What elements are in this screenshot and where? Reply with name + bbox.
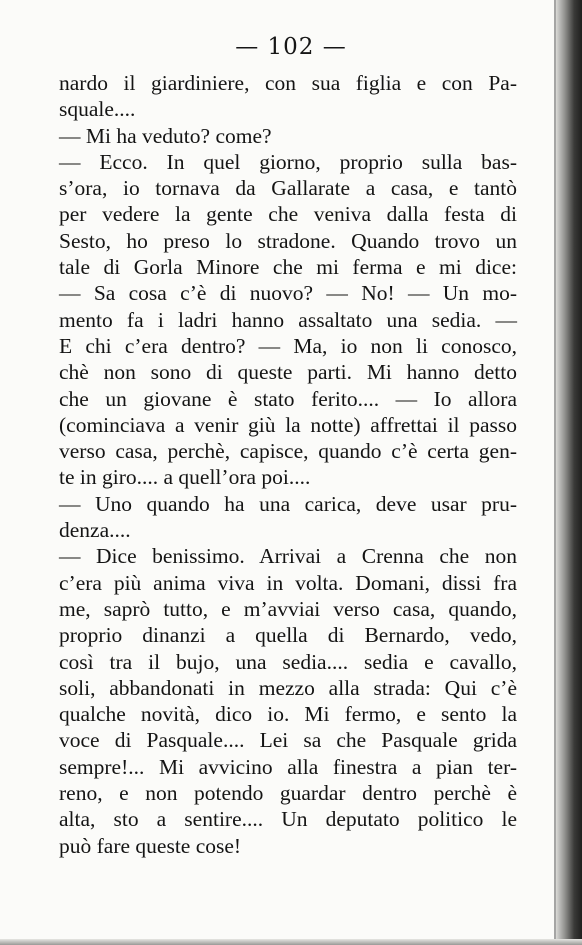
text-line: alta, sto a sentire.... Un deputato politico le xyxy=(59,807,517,832)
body-text xyxy=(59,70,517,859)
text-line: tale di Gorla Minore che mi ferma e mi dice: xyxy=(59,255,517,280)
text-line: per vedere la gente che veniva dalla festa di xyxy=(59,202,517,227)
text-line: qualche novità, dico io. Mi fermo, e sento la xyxy=(59,702,517,727)
text-line: te in giro.... a quell’ora poi.... xyxy=(59,465,311,490)
text-line: (cominciava a venir giù la notte) affrettai il passo xyxy=(59,412,517,437)
text-line: verso casa, perchè, capisce, quando c’è certa gen- xyxy=(59,439,517,464)
text-line: Sesto, ho preso lo stradone. Quando trovo un xyxy=(59,228,517,253)
text-line: voce di Pasquale.... Lei sa che Pasquale grida xyxy=(59,728,517,753)
text-line: me, saprò tutto, e m’avviai verso casa, quando, xyxy=(59,596,517,621)
text-line: soli, abbandonati in mezzo alla strada: Qui c’è xyxy=(59,675,517,700)
text-line: sempre!... Mi avvicino alla finestra a pian ter- xyxy=(59,754,517,779)
text-line: nardo il giardiniere, con sua figlia e con Pa- xyxy=(59,71,517,95)
text-line: così tra il bujo, una sedia.... sedia e cavallo, xyxy=(59,649,517,674)
page-bottom-edge xyxy=(0,939,582,945)
text-line: E chi c’era dentro? — Ma, io non li conosco, xyxy=(59,333,517,358)
text-line: s’ora, io tornava da Gallarate a casa, e tantò xyxy=(59,176,517,201)
text-line: reno, e non potendo guardar dentro perchè è xyxy=(59,781,517,806)
text-line: proprio dinanzi a quella di Bernardo, vedo, xyxy=(59,623,517,648)
text-line: — Dice benissimo. Arrivai a Crenna che non xyxy=(59,544,517,569)
page-edge-shadow xyxy=(556,0,582,945)
text-line: — Uno quando ha una carica, deve usar pru- xyxy=(59,491,517,516)
text-line: può fare queste cose! xyxy=(59,833,242,858)
text-line: — Mi ha veduto? come? xyxy=(59,123,272,148)
text-line: — Sa cosa c’è di nuovo? — No! — Un mo- xyxy=(59,281,517,306)
text-line: — Ecco. In quel giorno, proprio sulla bas- xyxy=(59,149,517,174)
text-line: mento fa i ladri hanno assaltato una sedia. — xyxy=(59,307,517,332)
text-line: chè non sono di queste parti. Mi hanno detto xyxy=(59,360,517,385)
text-line: che un giovane è stato ferito.... — Io allora xyxy=(59,386,517,411)
page-number: — 102 — xyxy=(235,34,347,60)
text-line: c’era più anima viva in volta. Domani, dissi fra xyxy=(59,570,517,595)
text-line: squale.... xyxy=(59,97,136,122)
text-line: denza.... xyxy=(59,518,131,543)
